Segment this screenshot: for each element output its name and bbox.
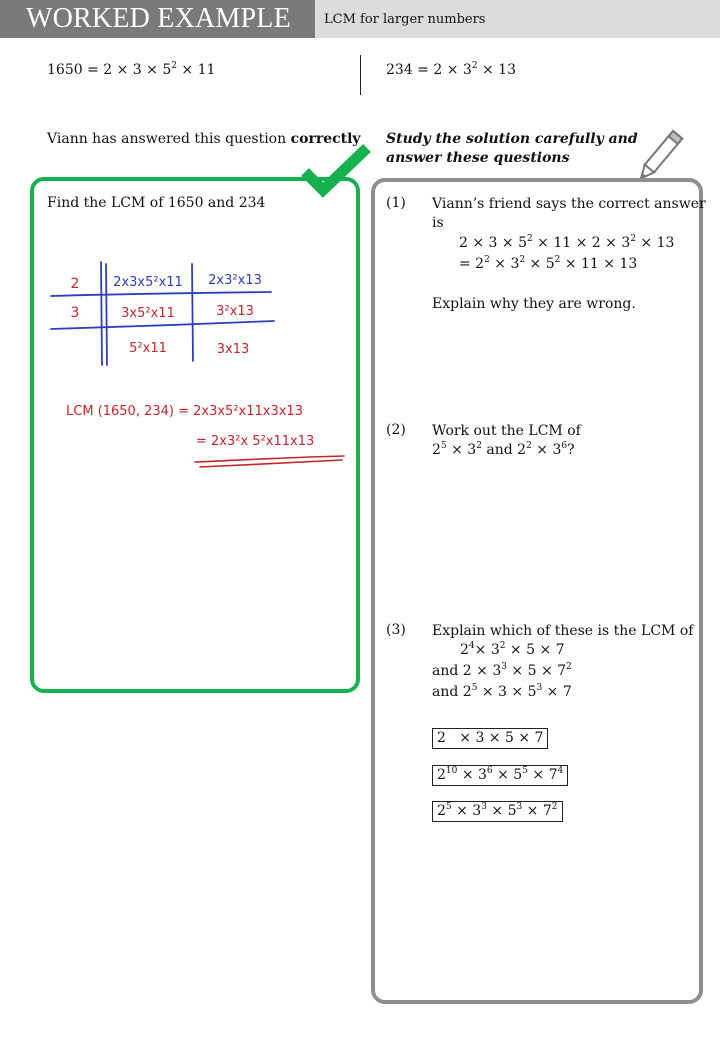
question-1-expression-2: = $2^2 \times 3^2 \times 5^2 \times 11 \times 13$ (459, 255, 638, 272)
task-text: Find the LCM of 1650 and 234 (47, 195, 266, 211)
ladder-divisor-1: 2 (70, 276, 80, 292)
factorisation-234: $234 = 2 \times 3^2 \times 13$ (386, 61, 516, 78)
question-1-line-3: Explain why they are wrong. (432, 296, 636, 312)
question-1-line-1: Viann’s friend says the correct answer (432, 196, 706, 212)
ladder-divisor-2: 3 (70, 305, 80, 321)
ladder-line-vertical-3 (192, 264, 193, 361)
header-subtitle: LCM for larger numbers (324, 12, 486, 27)
ladder-line-horizontal-1 (51, 292, 271, 296)
ladder-line-vertical-1 (101, 262, 102, 365)
working-line-1: LCM (1650, 234) = 2x3x5²x11x3x13 (66, 404, 303, 419)
option-1: 2 × 3 × 5 × 7 (432, 728, 548, 749)
question-1 (432, 195, 706, 314)
question-3-line-4: and $2^5 \times 3 \times 5^3 \times 7$ (432, 683, 572, 700)
question-1-line-2: is (432, 215, 444, 231)
ladder-cell-234-row2: 3²x13 (216, 304, 254, 319)
ladder-cell-1650-row2: 3x5²x11 (121, 306, 175, 321)
divider (360, 55, 361, 95)
ladder-cell-1650-row3: 5²x11 (129, 341, 167, 356)
question-2-line-2: $2^5 \times 3^2$ and $2^2 \times 3^6$? (432, 441, 575, 458)
working-line-2: = 2x3²x 5²x11x13 (196, 434, 315, 449)
ladder-table (45, 255, 285, 370)
factorisation-1650: $1650 = 2 \times 3 \times 5^2 \times 11$ (47, 61, 216, 78)
question-1-number: (1) (386, 195, 406, 211)
lcm-working (62, 390, 352, 475)
option-2: $2^{10} \times 3^6 \times 5^5 \times 7^4$ (432, 765, 568, 786)
ladder-line-vertical-2 (106, 264, 107, 365)
header-title: WORKED EXAMPLE (26, 3, 291, 34)
ladder-cell-234-row3: 3x13 (216, 342, 250, 357)
question-3-line-3: and $2 \times 3^3 \times 5 \times 7^2$ (432, 662, 572, 679)
question-3-line-1: Explain which of these is the LCM of (432, 623, 694, 639)
ladder-cell-234-row1: 2x3²x13 (208, 273, 262, 288)
question-2 (432, 422, 692, 462)
question-2-line-1: Work out the LCM of (432, 423, 581, 439)
checkmark-icon (297, 142, 375, 202)
option-3: $2^5 \times 3^3 \times 5^3 \times 7^2$ (432, 801, 563, 822)
question-1-expression-1: $2 \times 3 \times 5^2 \times 11 \times 2 \times 3^2 \times 13$ (459, 234, 675, 251)
ladder-line-horizontal-2 (51, 321, 274, 329)
question-2-number: (2) (386, 422, 406, 438)
ladder-cell-1650-row1: 2x3x5²x11 (113, 275, 183, 290)
question-3-number: (3) (386, 622, 406, 638)
question-3-line-2: $2^4\times 3^2 \times 5 \times 7$ (460, 641, 565, 658)
question-3 (432, 622, 694, 704)
study-prompt: Study the solution carefully and answer these questions (386, 131, 638, 166)
intro-text: Viann has answered this question correctly (47, 131, 361, 147)
